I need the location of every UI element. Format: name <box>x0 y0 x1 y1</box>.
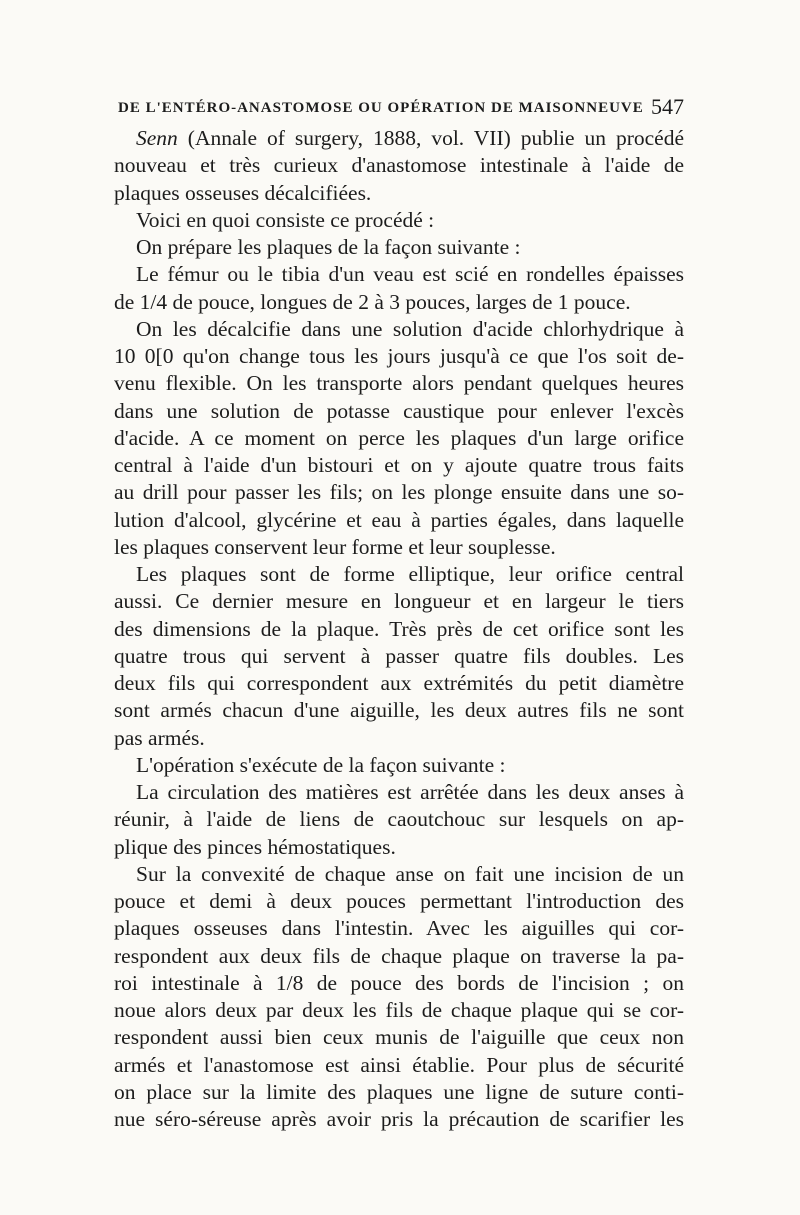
text-line: sont armés chacun d'une aiguille, les deux autres fils ne sont <box>114 698 684 723</box>
text-line: noue alors deux par deux les fils de chaque plaque qui se cor- <box>114 998 684 1022</box>
text-line: armés et l'anastomose est ainsi établie. Pour plus de sécurité <box>114 1052 684 1077</box>
text-line: on place sur la limite des plaques une ligne de suture conti- <box>114 1079 684 1104</box>
text-line: On prépare les plaques de la façon suivante : <box>136 235 521 259</box>
text-line: plaques osseuses dans l'intestin. Avec les aiguilles qui cor- <box>114 916 684 941</box>
text-line <box>114 125 684 152</box>
running-head-title: DE L'ENTÉRO-ANASTOMOSE OU OPÉRATION DE MAISONNEUVE <box>118 100 644 116</box>
text-line: roi intestinale à 1/8 de pouce des bords de l'incision ; on <box>114 970 684 995</box>
author-name: Senn <box>136 126 178 150</box>
text-line: plaques osseuses décalcifiées. <box>114 180 372 205</box>
text-line: 10 0[0 qu'on change tous les jours jusqu'à ce que l'os soit de- <box>114 344 684 368</box>
text-line: plique des pinces hémostatiques. <box>114 834 396 859</box>
text-line: réunir, à l'aide de liens de caoutchouc sur lesquels on ap- <box>114 807 684 832</box>
text-line: La circulation des matières est arrêtée dans les deux anses à <box>136 780 684 804</box>
text-line: au drill pour passer les fils; on les plonge ensuite dans une so- <box>114 480 684 505</box>
text-line: respondent aussi bien ceux munis de l'aiguille que ceux non <box>114 1025 684 1050</box>
text-line: Les plaques sont de forme elliptique, leur orifice central <box>136 562 684 586</box>
text-line: quatre trous qui servent à passer quatre fils doubles. Les <box>114 643 684 668</box>
text-line: pouce et demi à deux pouces permettant l'introduction des <box>114 889 684 913</box>
text-line: central à l'aide d'un bistouri et on y ajoute quatre trous faits <box>114 453 684 477</box>
text-line: d'acide. A ce moment on perce les plaques d'un large orifice <box>114 425 684 450</box>
text-line: Le fémur ou le tibia d'un veau est scié en rondelles épaisses <box>136 262 684 287</box>
text-line: nue séro-séreuse après avoir pris la précaution de scarifier les <box>114 1107 684 1131</box>
running-head <box>118 94 684 124</box>
text-line: L'opération s'exécute de la façon suivante : <box>136 752 506 777</box>
text-line: pas armés. <box>114 725 205 750</box>
text-line: lution d'alcool, glycérine et eau à parties égales, dans laquelle <box>114 507 684 532</box>
text-line: aussi. Ce dernier mesure en longueur et en largeur le tiers <box>114 589 684 614</box>
text-line: deux fils qui correspondent aux extrémités du petit diamètre <box>114 671 684 695</box>
text-line: Sur la convexité de chaque anse on fait une incision de un <box>136 861 684 886</box>
text-line: de 1/4 de pouce, longues de 2 à 3 pouces, larges de 1 pouce. <box>114 289 631 314</box>
text-line: venu flexible. On les transporte alors pendant quelques heures <box>114 371 684 396</box>
body-text <box>114 125 684 1133</box>
page-number: 547 <box>651 94 684 119</box>
text-line: les plaques conservent leur forme et leur souplesse. <box>114 534 556 559</box>
text-line: des dimensions de la plaque. Très près de cet orifice sont les <box>114 616 684 641</box>
text-line: Voici en quoi consiste ce procédé : <box>136 207 435 232</box>
text-line: On les décalcifie dans une solution d'acide chlorhydrique à <box>136 316 684 341</box>
text-line-rest: (Annale of surgery, 1888, vol. VII) publie un procédé <box>177 126 684 150</box>
text-line: dans une solution de potasse caustique pour enlever l'excès <box>114 398 684 423</box>
text-line: respondent aux deux fils de chaque plaque on traverse la pa- <box>114 943 684 968</box>
text-line: nouveau et très curieux d'anastomose intestinale à l'aide de <box>114 153 684 178</box>
